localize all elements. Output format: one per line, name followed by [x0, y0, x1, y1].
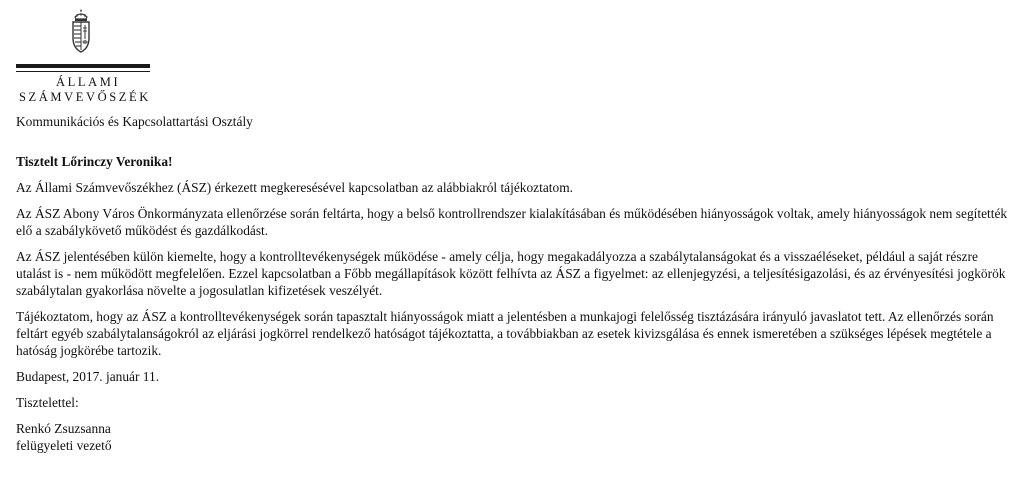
letter-paragraph: Az ÁSZ Abony Város Önkormányzata ellenőrzése során feltárta, hogy a belső kontrollrendszer kialakításában és működésében hiányosságok voltak, amely hiányosságok nem segítették elő a szabálykövető működést és gazdálkodást.	[16, 206, 1008, 238]
letter-greeting: Tisztelt Lőrinczy Veronika!	[16, 154, 173, 169]
letterhead-rule-thin	[16, 71, 150, 72]
brand-name-line2: SZÁMVEVŐSZÉK	[19, 90, 151, 104]
hungarian-coat-of-arms-icon	[69, 8, 93, 56]
signer-name: Renkó Zsuzsanna	[16, 421, 111, 436]
letter-closing: Tisztelettel:	[16, 395, 79, 410]
department-name: Kommunikációs és Kapcsolattartási Osztály	[16, 114, 253, 129]
letter-paragraph: Tájékoztatom, hogy az ÁSZ a kontrolltevékenységek során tapasztalt hiányosságok miatt a jelentésben a munkajogi felelősség tisztázására irányuló javaslatot tett. Az ellenőrzés során feltárt egyéb szabálytalanságokról az eljárási jogkörrel rendelkező hatóságot tájékoztatta, a továbbiakban az esetek kivizsgálása és ennek ismeretében a szükséges lépések megtétele a hatóság jogkörébe tartozik.	[16, 309, 994, 358]
letter-body	[16, 153, 1016, 454]
letterhead-rule-thick	[16, 64, 150, 68]
brand-name-line1: ÁLLAMI	[56, 75, 121, 89]
signer-title: felügyeleti vezető	[16, 438, 112, 453]
letter-paragraph: Az ÁSZ jelentésében külön kiemelte, hogy a kontrolltevékenységek működése - amely célja, hogy megakadályozza a szabálytalanságokat és a visszaéléseket, például a saját részre utalást is - nem működött megfelelően. Ezzel kapcsolatban a Főbb megállapítások között felhívta az ÁSZ a figyelmet: az ellenjegyzési, a teljesítésigazolási, és az érvényesítési jogkörök szabálytalan gyakorlása növelte a jogosulatlan kifizetések veszélyét.	[16, 249, 1006, 298]
letter-paragraph: Az Állami Számvevőszékhez (ÁSZ) érkezett megkeresésével kapcsolatban az alábbiakról tájékoztatom.	[16, 180, 573, 195]
letter-place-date: Budapest, 2017. január 11.	[16, 369, 160, 384]
